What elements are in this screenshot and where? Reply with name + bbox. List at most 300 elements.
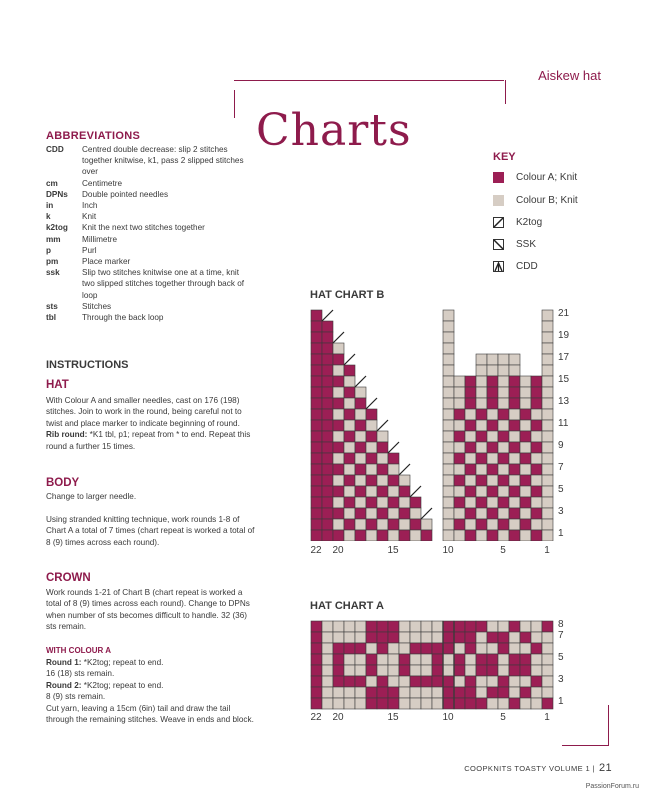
chart-cell xyxy=(322,365,333,376)
chart-cell xyxy=(487,643,498,654)
chart-cell xyxy=(311,321,322,332)
chart-cell xyxy=(366,530,377,541)
rib-label: Rib round: xyxy=(46,430,88,440)
abbreviation-definition: Slip two stitches knitwise one at a time, knit two slipped stitches together through back of loop xyxy=(82,268,245,300)
chart-cell xyxy=(322,420,333,431)
chart-cell xyxy=(355,687,366,698)
chart-cell xyxy=(410,508,421,519)
chart-cell xyxy=(542,332,553,343)
chart-cell xyxy=(531,530,542,541)
abbreviation-row xyxy=(46,245,246,256)
chart-b-col-label: 10 xyxy=(442,545,454,556)
chart-cell xyxy=(333,398,344,409)
chart-cell xyxy=(476,508,487,519)
chart-cell xyxy=(322,431,333,442)
chart-cell xyxy=(388,519,399,530)
chart-cell xyxy=(311,698,322,709)
chart-cell xyxy=(344,654,355,665)
chart-cell xyxy=(311,519,322,530)
chart-cell xyxy=(344,464,355,475)
chart-cell xyxy=(333,621,344,632)
chart-cell xyxy=(465,508,476,519)
chart-cell xyxy=(377,632,388,643)
colour-a-rounds xyxy=(46,657,256,725)
abbreviation-term: cm xyxy=(46,178,58,188)
chart-cell xyxy=(476,665,487,676)
chart-cell xyxy=(520,665,531,676)
chart-cell xyxy=(333,497,344,508)
chart-cell xyxy=(498,376,509,387)
chart-cell xyxy=(344,508,355,519)
chart-a-col-label: 15 xyxy=(387,712,399,723)
chart-cell xyxy=(542,475,553,486)
chart-cell xyxy=(487,453,498,464)
chart-cell xyxy=(498,354,509,365)
chart-cell xyxy=(355,420,366,431)
chart-cell xyxy=(443,486,454,497)
chart-cell xyxy=(443,508,454,519)
chart-cell xyxy=(542,621,553,632)
chart-cell xyxy=(476,632,487,643)
chart-cell xyxy=(454,621,465,632)
chart-cell xyxy=(520,687,531,698)
chart-cell xyxy=(542,398,553,409)
chart-cell xyxy=(542,665,553,676)
chart-cell xyxy=(344,442,355,453)
chart-cell xyxy=(443,475,454,486)
chart-cell xyxy=(498,475,509,486)
abbreviation-row xyxy=(46,211,246,222)
chart-cell xyxy=(377,665,388,676)
chart-cell xyxy=(520,519,531,530)
chart-cell xyxy=(454,665,465,676)
running-title: Aiskew hat xyxy=(538,68,601,83)
chart-cell xyxy=(322,453,333,464)
chart-cell xyxy=(443,687,454,698)
chart-cell xyxy=(333,508,344,519)
chart-cell xyxy=(476,687,487,698)
chart-cell xyxy=(399,530,410,541)
chart-cell xyxy=(498,453,509,464)
chart-cell xyxy=(344,420,355,431)
chart-cell xyxy=(476,409,487,420)
chart-cell xyxy=(465,497,476,508)
chart-cell xyxy=(520,420,531,431)
chart-a-col-label: 10 xyxy=(442,712,454,723)
chart-cell xyxy=(465,431,476,442)
chart-cell xyxy=(333,376,344,387)
chart-cell xyxy=(333,442,344,453)
chart-cell xyxy=(399,643,410,654)
chart-cell xyxy=(443,643,454,654)
chart-cell xyxy=(531,643,542,654)
chart-cell xyxy=(377,442,388,453)
chart-cell xyxy=(311,332,322,343)
chart-cell xyxy=(366,654,377,665)
chart-cell xyxy=(377,497,388,508)
crown-text: Work rounds 1-21 of Chart B (chart repeat is worked a total of 8 (9) times across each round). Change to DPNs when number of sts becomes difficult to handle. 32 (36) sts remain. xyxy=(46,588,250,632)
chart-b-row-label: 19 xyxy=(558,330,570,341)
chart-cell xyxy=(366,464,377,475)
chart-cell xyxy=(520,486,531,497)
key-label: SSK xyxy=(516,239,537,250)
chart-cell xyxy=(333,420,344,431)
chart-cell xyxy=(322,519,333,530)
chart-cell xyxy=(333,632,344,643)
abbreviation-definition: Stitches xyxy=(82,301,112,311)
chart-cell xyxy=(465,398,476,409)
chart-cell xyxy=(509,387,520,398)
abbreviation-row xyxy=(46,200,246,211)
chart-cell xyxy=(487,508,498,519)
chart-cell xyxy=(476,420,487,431)
chart-a-grid xyxy=(310,620,554,710)
chart-cell xyxy=(333,676,344,687)
chart-b-row-label: 1 xyxy=(558,528,564,539)
chart-a-col-label: 20 xyxy=(332,712,344,723)
chart-cell xyxy=(388,475,399,486)
chart-cell xyxy=(344,365,355,376)
chart-cell xyxy=(542,442,553,453)
chart-cell xyxy=(487,497,498,508)
chart-cell xyxy=(355,643,366,654)
chart-cell xyxy=(355,453,366,464)
chart-cell xyxy=(344,431,355,442)
chart-cell xyxy=(377,654,388,665)
chart-cell xyxy=(454,687,465,698)
chart-cell xyxy=(377,530,388,541)
chart-b-row-label: 15 xyxy=(558,374,570,385)
chart-cell xyxy=(311,431,322,442)
chart-cell xyxy=(443,665,454,676)
chart-cell xyxy=(421,519,432,530)
chart-cell xyxy=(487,654,498,665)
chart-cell xyxy=(487,486,498,497)
hat-heading: HAT xyxy=(46,379,69,391)
chart-cell xyxy=(377,486,388,497)
chart-cell xyxy=(487,687,498,698)
chart-cell xyxy=(443,387,454,398)
chart-cell xyxy=(454,475,465,486)
chart-cell xyxy=(509,530,520,541)
chart-cell xyxy=(498,365,509,376)
chart-a-col-label: 5 xyxy=(500,712,506,723)
chart-cell xyxy=(344,687,355,698)
chart-cell xyxy=(355,632,366,643)
chart-cell xyxy=(333,387,344,398)
chart-cell xyxy=(355,442,366,453)
footer-rule-horizontal xyxy=(562,745,609,746)
chart-cell xyxy=(509,676,520,687)
chart-cell xyxy=(454,398,465,409)
chart-cell xyxy=(542,321,553,332)
chart-cell xyxy=(311,310,322,321)
chart-cell xyxy=(344,621,355,632)
chart-cell xyxy=(476,442,487,453)
chart-cell xyxy=(355,508,366,519)
chart-cell xyxy=(509,442,520,453)
abbreviations-heading: ABBREVIATIONS xyxy=(46,130,141,142)
chart-cell xyxy=(443,698,454,709)
chart-cell xyxy=(476,676,487,687)
abbreviation-row xyxy=(46,267,246,301)
chart-cell xyxy=(487,621,498,632)
k2tog-mark xyxy=(410,486,421,497)
chart-cell xyxy=(542,431,553,442)
chart-cell xyxy=(520,497,531,508)
chart-cell xyxy=(311,442,322,453)
chart-cell xyxy=(366,453,377,464)
chart-cell xyxy=(333,409,344,420)
chart-cell xyxy=(465,519,476,530)
chart-cell xyxy=(476,464,487,475)
chart-cell xyxy=(531,420,542,431)
abbreviations-list xyxy=(46,144,246,323)
chart-cell xyxy=(476,431,487,442)
chart-cell xyxy=(520,643,531,654)
chart-cell xyxy=(388,687,399,698)
chart-cell xyxy=(542,519,553,530)
chart-cell xyxy=(410,530,421,541)
chart-cell xyxy=(377,464,388,475)
chart-cell xyxy=(355,409,366,420)
chart-cell xyxy=(465,665,476,676)
abbreviation-term: k xyxy=(46,212,51,222)
key-item-colour-b xyxy=(493,195,578,206)
abbreviation-term: CDD xyxy=(46,145,64,154)
chart-cell xyxy=(355,464,366,475)
chart-cell xyxy=(498,676,509,687)
chart-cell xyxy=(443,310,454,321)
key-item-cdd xyxy=(493,261,538,272)
chart-cell xyxy=(465,632,476,643)
chart-cell xyxy=(498,621,509,632)
chart-cell xyxy=(344,398,355,409)
chart-cell xyxy=(443,343,454,354)
chart-cell xyxy=(333,431,344,442)
chart-cell xyxy=(498,698,509,709)
chart-cell xyxy=(333,530,344,541)
chart-cell xyxy=(531,698,542,709)
chart-cell xyxy=(322,376,333,387)
chart-cell xyxy=(542,687,553,698)
chart-cell xyxy=(443,654,454,665)
chart-cell xyxy=(509,420,520,431)
chart-cell xyxy=(509,643,520,654)
chart-cell xyxy=(531,409,542,420)
chart-cell xyxy=(454,519,465,530)
chart-cell xyxy=(421,665,432,676)
chart-cell xyxy=(366,519,377,530)
chart-cell xyxy=(355,621,366,632)
chart-cell xyxy=(355,665,366,676)
chart-cell xyxy=(542,632,553,643)
key-item-k2tog xyxy=(493,217,542,228)
chart-cell xyxy=(443,621,454,632)
chart-cell xyxy=(531,464,542,475)
chart-cell xyxy=(333,354,344,365)
chart-cell xyxy=(432,687,443,698)
abbreviation-term: sts xyxy=(46,301,58,311)
chart-cell xyxy=(366,687,377,698)
chart-cell xyxy=(333,486,344,497)
abbreviation-definition: Through the back loop xyxy=(82,313,164,323)
round1-result: 16 (18) sts remain. xyxy=(46,669,115,679)
chart-cell xyxy=(454,508,465,519)
chart-cell xyxy=(465,698,476,709)
chart-cell xyxy=(531,475,542,486)
chart-cell xyxy=(366,497,377,508)
abbreviation-row xyxy=(46,222,246,233)
chart-cell xyxy=(333,475,344,486)
chart-cell xyxy=(388,530,399,541)
chart-cell xyxy=(366,486,377,497)
chart-cell xyxy=(322,508,333,519)
chart-b-col-label: 1 xyxy=(544,545,550,556)
chart-cell xyxy=(498,654,509,665)
chart-cell xyxy=(498,431,509,442)
chart-b-grid xyxy=(310,309,554,541)
chart-cell xyxy=(476,486,487,497)
chart-cell xyxy=(366,665,377,676)
chart-cell xyxy=(311,687,322,698)
instructions-heading: INSTRUCTIONS xyxy=(46,359,129,371)
chart-cell xyxy=(498,442,509,453)
chart-cell xyxy=(377,508,388,519)
abbreviation-term: k2tog xyxy=(46,223,68,233)
chart-cell xyxy=(377,475,388,486)
chart-cell xyxy=(520,387,531,398)
chart-cell xyxy=(311,530,322,541)
key-label: Colour B; Knit xyxy=(516,195,578,206)
chart-cell xyxy=(443,519,454,530)
chart-cell xyxy=(421,676,432,687)
chart-b-title: HAT CHART B xyxy=(310,289,385,301)
finish-text: Cut yarn, leaving a 15cm (6in) tail and draw the tail through the remaining stitches. Weave in ends and block. xyxy=(46,703,254,725)
abbreviation-term: in xyxy=(46,201,54,211)
chart-cell xyxy=(322,654,333,665)
body-paragraph-2: Using stranded knitting technique, work rounds 1-8 of Chart A a total of 7 times (chart repeat is worked a total of 8 (9) times across each round). xyxy=(46,514,255,547)
chart-cell xyxy=(487,519,498,530)
chart-cell xyxy=(421,687,432,698)
chart-a-row-label: 3 xyxy=(558,674,564,685)
chart-cell xyxy=(399,687,410,698)
chart-cell xyxy=(443,398,454,409)
chart-cell xyxy=(476,519,487,530)
chart-cell xyxy=(399,508,410,519)
chart-cell xyxy=(344,387,355,398)
chart-cell xyxy=(498,497,509,508)
chart-cell xyxy=(311,654,322,665)
chart-cell xyxy=(509,376,520,387)
chart-cell xyxy=(344,409,355,420)
chart-cell xyxy=(520,442,531,453)
chart-cell xyxy=(542,376,553,387)
chart-cell xyxy=(476,365,487,376)
chart-cell xyxy=(454,420,465,431)
chart-cell xyxy=(498,464,509,475)
chart-cell xyxy=(531,497,542,508)
chart-cell xyxy=(509,431,520,442)
chart-cell xyxy=(443,409,454,420)
k2tog-mark xyxy=(333,332,344,343)
chart-cell xyxy=(355,676,366,687)
chart-cell xyxy=(443,431,454,442)
rib-text: *K1 tbl, p1; repeat from * to end. Repeat this round a further 15 times. xyxy=(46,430,251,451)
chart-cell xyxy=(399,698,410,709)
key-label: K2tog xyxy=(516,217,543,228)
chart-cell xyxy=(421,530,432,541)
chart-b-col-label: 5 xyxy=(500,545,506,556)
chart-cell xyxy=(498,530,509,541)
round2-text: *K2tog; repeat to end. xyxy=(81,680,164,690)
chart-cell xyxy=(399,475,410,486)
chart-cell xyxy=(498,665,509,676)
chart-cell xyxy=(443,365,454,376)
chart-cell xyxy=(355,387,366,398)
chart-cell xyxy=(487,698,498,709)
chart-cell xyxy=(509,354,520,365)
chart-cell xyxy=(355,431,366,442)
chart-cell xyxy=(344,643,355,654)
chart-cell xyxy=(443,376,454,387)
chart-cell xyxy=(410,665,421,676)
chart-cell xyxy=(377,621,388,632)
chart-cell xyxy=(465,621,476,632)
chart-a-row-label: 5 xyxy=(558,652,564,663)
chart-cell xyxy=(487,354,498,365)
chart-cell xyxy=(322,354,333,365)
chart-cell xyxy=(498,632,509,643)
footer: COOPKNITS TOASTY VOLUME 1 | 21 xyxy=(464,762,612,774)
chart-cell xyxy=(454,376,465,387)
chart-cell xyxy=(322,321,333,332)
chart-b-row-label: 13 xyxy=(558,396,570,407)
chart-cell xyxy=(531,453,542,464)
chart-cell xyxy=(322,497,333,508)
chart-cell xyxy=(531,519,542,530)
chart-cell xyxy=(476,530,487,541)
chart-a-row-label: 1 xyxy=(558,696,564,707)
abbreviation-row xyxy=(46,178,246,189)
abbreviation-definition: Centred double decrease: slip 2 stitches together knitwise, k1, pass 2 slipped stitches over xyxy=(82,145,244,177)
chart-cell xyxy=(465,442,476,453)
chart-cell xyxy=(454,530,465,541)
chart-cell xyxy=(487,420,498,431)
title-rule-horizontal xyxy=(234,80,504,81)
chart-cell xyxy=(487,387,498,398)
chart-cell xyxy=(355,475,366,486)
chart-cell xyxy=(454,409,465,420)
chart-b-row-label: 5 xyxy=(558,484,564,495)
chart-cell xyxy=(432,621,443,632)
chart-cell xyxy=(421,643,432,654)
chart-cell xyxy=(421,654,432,665)
chart-cell xyxy=(498,420,509,431)
chart-cell xyxy=(333,698,344,709)
chart-cell xyxy=(476,497,487,508)
chart-cell xyxy=(333,453,344,464)
chart-cell xyxy=(465,475,476,486)
chart-cell xyxy=(388,621,399,632)
chart-cell xyxy=(399,632,410,643)
chart-cell xyxy=(520,453,531,464)
chart-cell xyxy=(476,453,487,464)
chart-cell xyxy=(454,676,465,687)
chart-cell xyxy=(454,643,465,654)
chart-cell xyxy=(311,676,322,687)
chart-cell xyxy=(465,676,476,687)
